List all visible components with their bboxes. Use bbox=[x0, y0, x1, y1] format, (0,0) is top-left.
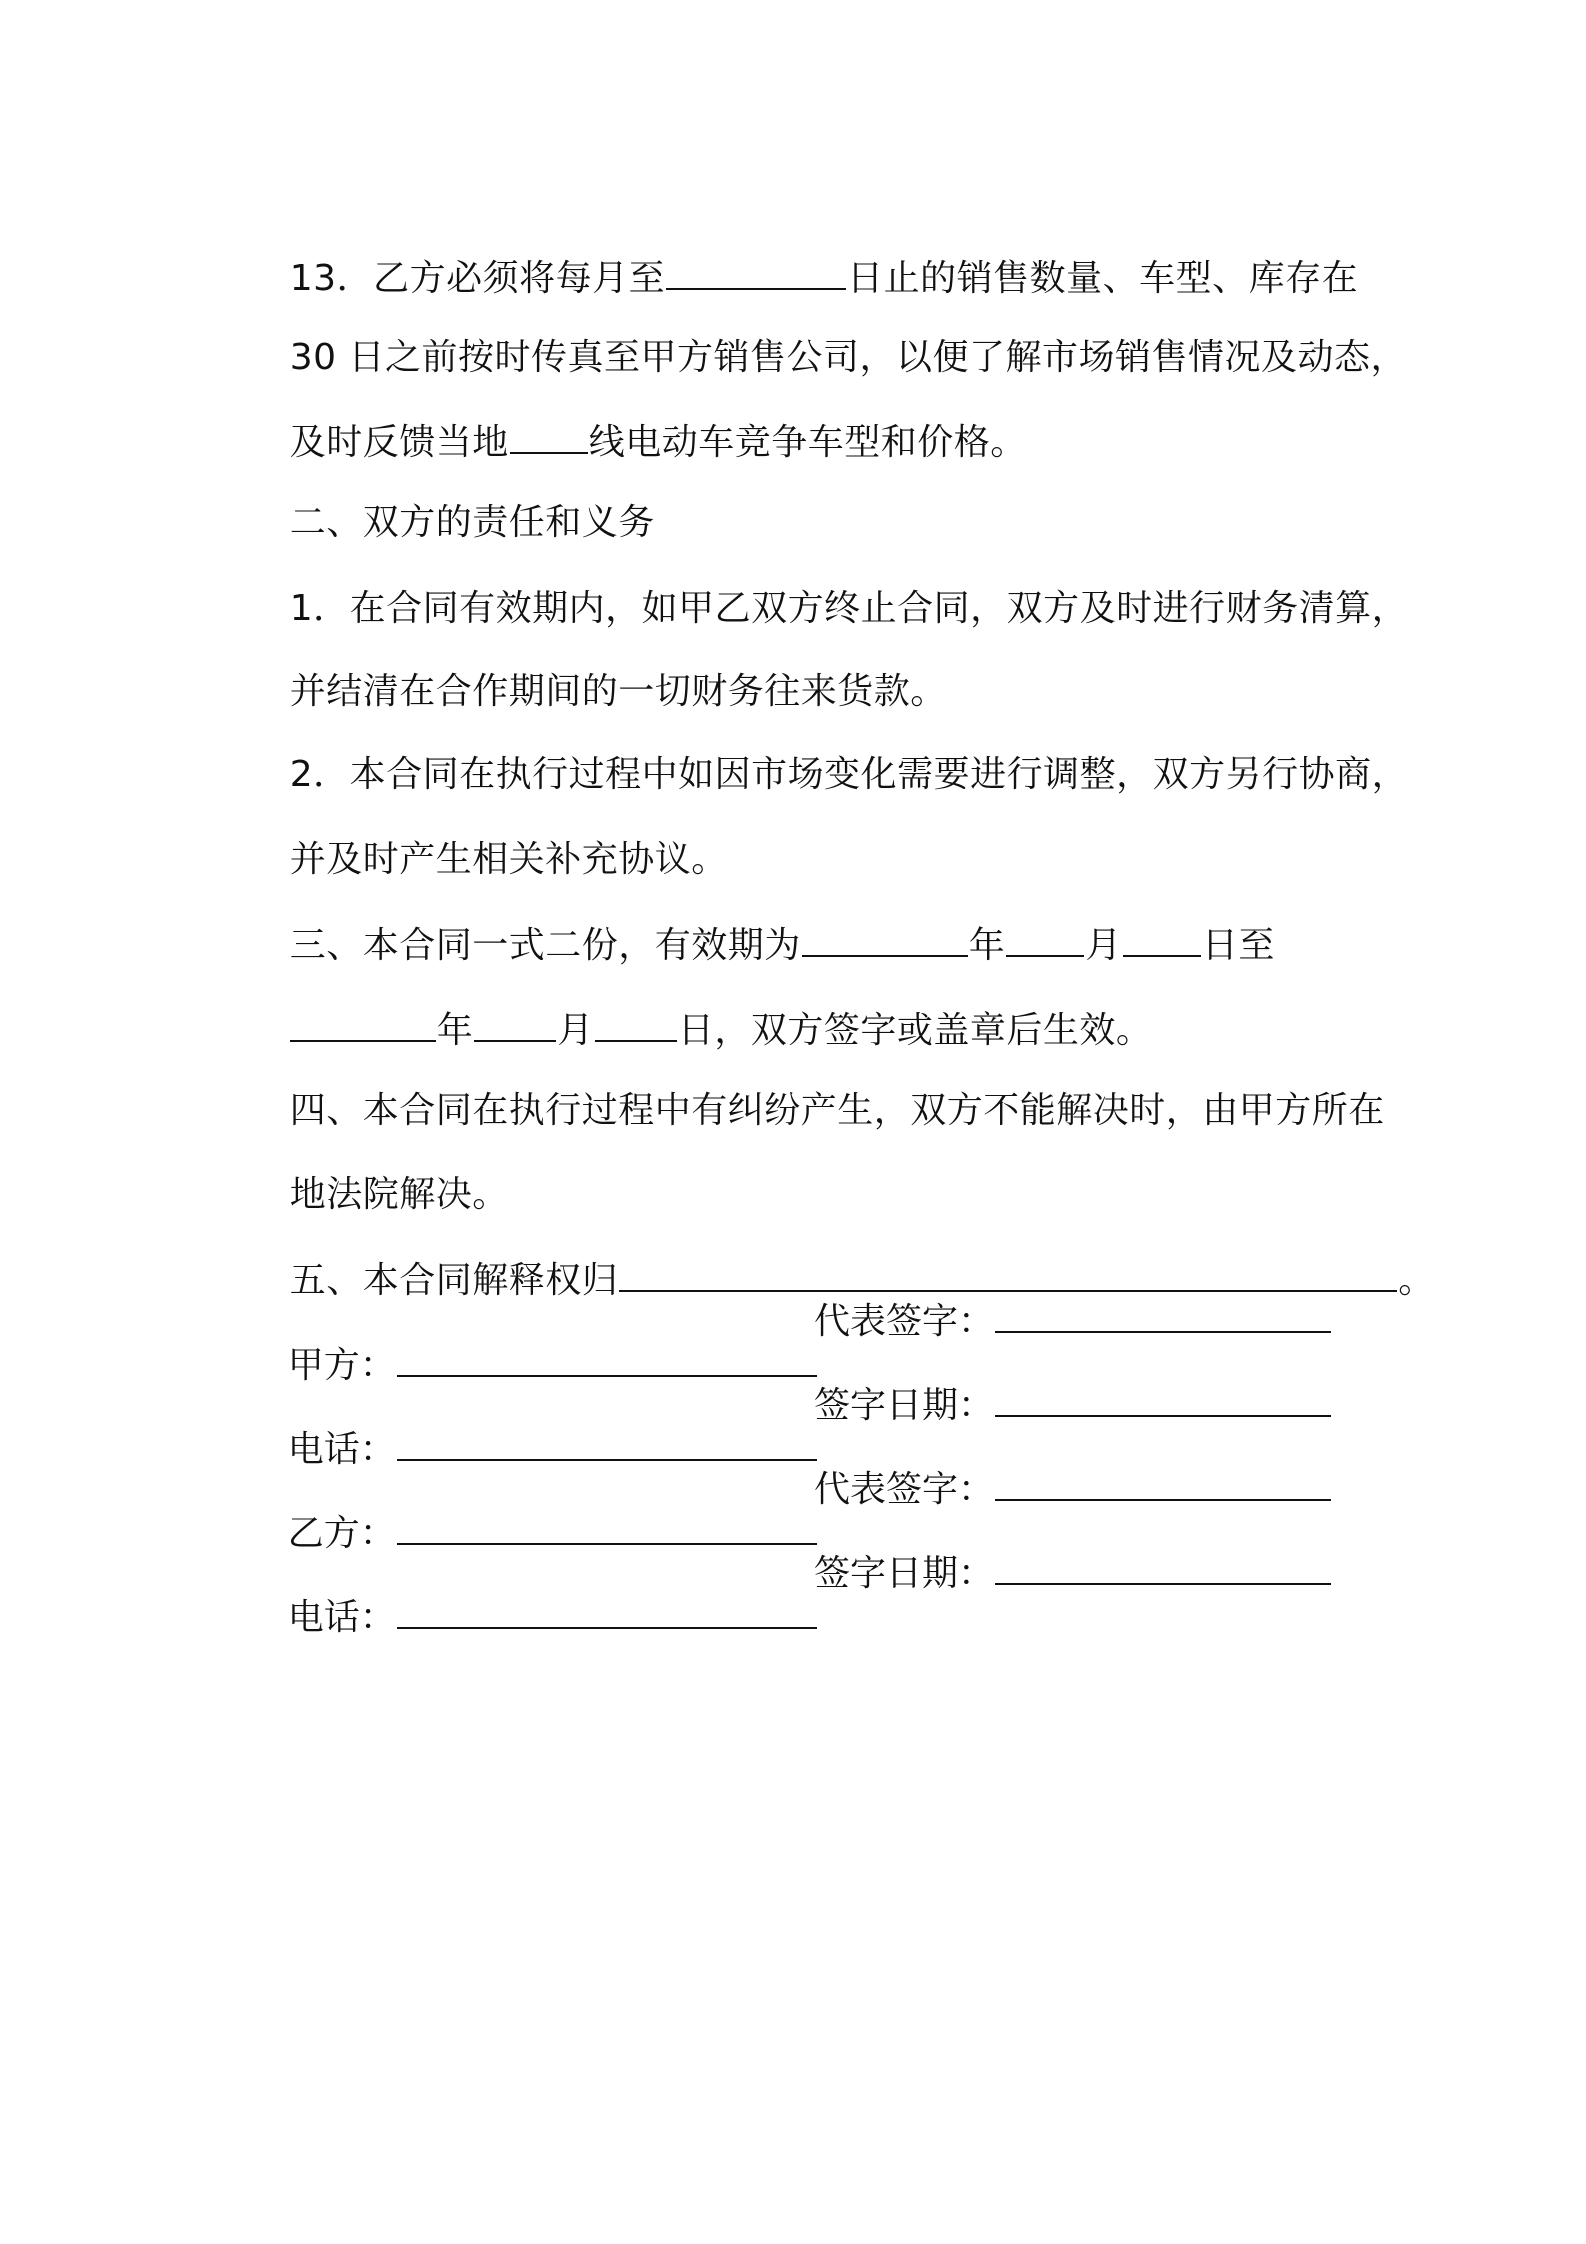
party-a-phone-blank bbox=[397, 1425, 817, 1461]
party-b-phone-blank bbox=[397, 1593, 817, 1629]
section-4-text-a: 四、本合同在执行过程中有纠纷产生，双方不能解决时，由甲方所在 bbox=[289, 1090, 1385, 1131]
signature-row-party-b-phone bbox=[242, 1549, 995, 1728]
region-blank bbox=[510, 418, 588, 454]
end-year-label: 年 bbox=[436, 1010, 474, 1051]
party-a-rep-blank bbox=[995, 1297, 1331, 1333]
section-2-title: 二、双方的责任和义务 bbox=[289, 502, 655, 543]
end-year-blank bbox=[290, 1006, 436, 1042]
party-a-rep-label: 代表签字： bbox=[814, 1301, 995, 1342]
clause-13-text-b: 日止的销售数量、车型、库存在 bbox=[847, 258, 1359, 299]
section-4-text-b: 地法院解决。 bbox=[289, 1174, 509, 1215]
start-year-blank bbox=[802, 921, 968, 957]
party-a-date-label: 签字日期： bbox=[814, 1385, 995, 1426]
party-a-date-group bbox=[814, 1381, 1332, 1428]
clause-13-text-c: 30 日之前按时传真至甲方销售公司，以便了解市场销售情况及动态， bbox=[289, 337, 1408, 378]
party-b-rep-blank bbox=[995, 1465, 1331, 1501]
section-3-text-b: 日，双方签字或盖章后生效。 bbox=[677, 1010, 1153, 1051]
section-5-text: 五、本合同解释权归 bbox=[289, 1260, 619, 1301]
start-day-blank bbox=[1123, 921, 1201, 957]
section-2-item-2-text-a: 2．本合同在执行过程中如因市场变化需要进行调整，双方另行协商， bbox=[289, 754, 1409, 795]
section-2-item-1-text-b: 并结清在合作期间的一切财务往来货款。 bbox=[289, 671, 947, 712]
party-b-date-label: 签字日期： bbox=[814, 1553, 995, 1594]
party-b-date-blank bbox=[995, 1549, 1331, 1585]
party-a-blank bbox=[397, 1341, 817, 1377]
party-b-rep-label: 代表签字： bbox=[814, 1469, 995, 1510]
party-b-blank bbox=[397, 1509, 817, 1545]
year-label: 年 bbox=[968, 925, 1006, 966]
clause-13-text-e: 线电动车竞争车型和价格。 bbox=[588, 422, 1027, 463]
clause-13-text-d: 及时反馈当地 bbox=[289, 422, 509, 463]
section-2-item-1-text-a: 1．在合同有效期内，如甲乙双方终止合同，双方及时进行财务清算， bbox=[289, 588, 1409, 629]
party-a-rep-group bbox=[814, 1297, 1332, 1344]
party-b-date-group bbox=[814, 1549, 1332, 1596]
party-b-phone-label: 电话： bbox=[287, 1597, 396, 1638]
month-label: 月 bbox=[1085, 925, 1122, 966]
clause-13-text-a: 13．乙方必须将每月至 bbox=[289, 258, 666, 299]
party-b-rep-group bbox=[814, 1465, 1332, 1512]
day-blank bbox=[666, 254, 846, 290]
end-month-label: 月 bbox=[557, 1010, 594, 1051]
party-a-date-blank bbox=[995, 1381, 1331, 1417]
section-3-text-a: 三、本合同一式二份，有效期为 bbox=[289, 925, 801, 966]
day-to-label: 日至 bbox=[1201, 925, 1275, 966]
party-a-phone-label: 电话： bbox=[287, 1429, 396, 1470]
interpretation-right-blank bbox=[619, 1256, 1397, 1292]
section-2-item-2-text-b: 并及时产生相关补充协议。 bbox=[289, 839, 728, 880]
end-month-blank bbox=[474, 1006, 556, 1042]
party-b-label: 乙方： bbox=[287, 1513, 396, 1554]
section-5-period: 。 bbox=[1398, 1260, 1435, 1301]
start-month-blank bbox=[1006, 921, 1084, 957]
end-day-blank bbox=[595, 1006, 677, 1042]
party-a-label: 甲方： bbox=[287, 1345, 396, 1386]
